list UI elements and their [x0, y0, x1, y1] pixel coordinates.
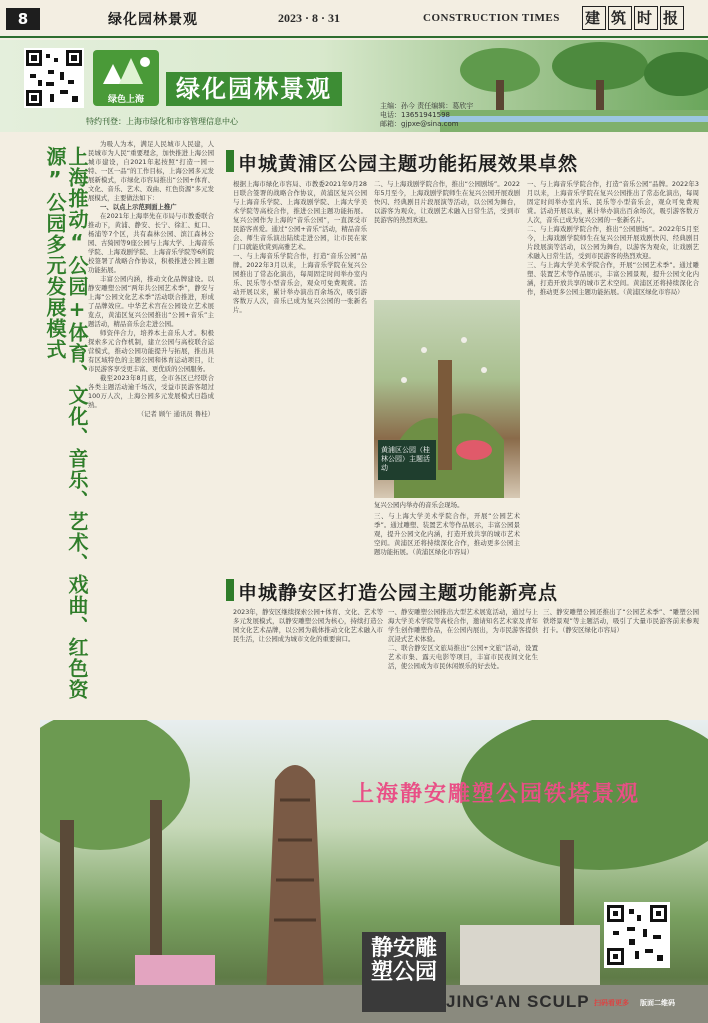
- paragraph: 三、与上海大学美术学院合作，开展“公园艺术季”。通过雕塑、装置艺术等作品展示，丰富公园景观，提升公园文化内涵，打造开放共享的城市艺术空间。黄浦区还将持续深化合作，推动更多公园主题功能拓展。（黄浦区绿化市容局）: [374, 512, 520, 556]
- logo-text: 绿色上海: [107, 95, 144, 105]
- paper-char: 筑: [608, 6, 632, 30]
- paper-char: 时: [634, 6, 658, 30]
- partner-line: 特约刊登：上海市绿化和市容管理信息中心: [86, 117, 238, 126]
- article-1-photo-caption: 复兴公园内举办的音乐会现场。: [374, 501, 464, 509]
- park-sign-en: JING'AN SCULP: [446, 992, 590, 1011]
- editor-email: 邮箱：gjpxe@sina.com: [380, 120, 459, 128]
- paragraph: 一、与上海音乐学院合作，打造“音乐公园”品牌。2022年3月以来，上海音乐学院在复兴公园推出了常态化演出，每周固定时间举办室内乐、民乐等小型音乐会，观众可免费观赏。活动开展以来，累计举办演出百余场次，吸引游客数万人次，音乐已成为复兴公园的一张新名片。: [527, 180, 699, 224]
- article-1-headline: 申城黄浦区公园主题功能拓展效果卓然: [238, 153, 579, 175]
- headline-marker: [226, 579, 234, 601]
- paragraph: 二、联合静安区文旅局推出“公园+文旅”活动，设置艺术市集、露天电影等项目，丰富市民夜间文化生活，使公园成为市民休闲娱乐的好去处。: [388, 644, 538, 670]
- editor-names: 主编：孙今 责任编辑：葛欣宇: [380, 102, 474, 110]
- headline-marker: [226, 150, 234, 172]
- paragraph: 师资伴合力，培养本土音乐人才。积极探索多元合作机制，建立公园与高校联合运营模式，推动公园功能提升与拓展，推出具有区域特色的主题公园和体育运动项目，让市民游客享受更丰富、更优质的公园服务。: [88, 329, 214, 373]
- paper-name-en: CONSTRUCTION TIMES: [423, 12, 560, 24]
- paper-name-cn: [582, 6, 686, 30]
- paragraph: 二、与上海戏剧学院合作，推出“公园剧场”。2022年5月至今，上海戏剧学院师生在复兴公园开展戏剧快闪、经典剧目片段展演等活动，以公园为舞台，以游客为观众，让戏剧艺术融入日常生活，受到市民游客的热烈欢迎。: [374, 180, 520, 224]
- qr-code-icon: [604, 902, 670, 968]
- article-1-column-1: [233, 180, 367, 570]
- article-2-column-2: [388, 608, 538, 716]
- paragraph: 二、与上海戏剧学院合作，推出“公园剧场”。2022年5月至今，上海戏剧学院师生在复兴公园开展戏剧快闪、经典剧目片段展演等活动，以公园为舞台，以游客为观众，让戏剧艺术融入日常生活，受到市民游客的热烈欢迎。: [527, 225, 699, 260]
- paragraph: 2023年，静安区继续探索公园+体育、文化、艺术等多元发展模式，以静安雕塑公园为核心，持续打造公园文化艺术品牌，以公园为载体推动文化艺术融入市民生活，让公园成为城市文化的重要窗口。: [233, 608, 383, 643]
- banner-title: 绿化园林景观: [166, 72, 342, 106]
- left-article-body: [88, 140, 214, 700]
- article-2-column-1: [233, 608, 383, 716]
- subheading: 一、以点上示范到面上推广: [100, 203, 177, 211]
- paragraph: 丰富公园内涵，推动文化品牌建设。以静安雕塑公园“两年共公园艺术季”，静安与上海“公园文化艺术季”活动联合推进，形成了品牌效应。中华艺术宫在公园设立艺术展览点，黄浦区复兴公园推出“公园+音乐”主题活动，精品音乐会走进公园。: [88, 275, 214, 328]
- photo-overlay-text: 黄浦区公园（桂林公园）主题活动: [381, 446, 430, 472]
- paragraph: 一、静安雕塑公园推出大型艺术展览活动，通过与上海大学美术学院等高校合作，邀请知名艺术家及青年学生创作雕塑作品，在公园内展出，为市民游客提供沉浸式艺术体验。: [388, 608, 538, 643]
- section-title: 绿化园林景观: [108, 12, 198, 28]
- editor-phone: 电话：13651941598: [380, 111, 450, 119]
- paragraph: 三、与上海大学美术学院合作，开展“公园艺术季”。通过雕塑、装置艺术等作品展示，丰富公园景观，提升公园文化内涵，打造开放共享的城市艺术空间。黄浦区还将持续深化合作，推动更多公园主题功能拓展。（黄浦区绿化市容局）: [527, 261, 699, 296]
- article-1-column-4: [527, 180, 699, 570]
- byline: （记者 顾午 通讯员 鲁桂）: [137, 410, 214, 418]
- bottom-photo-title: 上海静安雕塑公园铁塔景观: [352, 782, 641, 807]
- park-sign-text: 静安雕塑公园: [370, 936, 437, 985]
- page-number: 8: [6, 8, 40, 30]
- paragraph: 三、静安雕塑公园还推出了“公园艺术季”、“雕塑公园铁塔景观”等主题活动，吸引了大量市民游客前来参观打卡。（静安区绿化市容局）: [543, 608, 699, 634]
- banner-trees-image: [440, 40, 708, 132]
- article-2-column-3: [543, 608, 699, 716]
- paragraph: 为吸人为本，满足人民城市人民建，人民城市为人民“重要理念，加快推进上海公园城市建设，自2021年起按照“打造一园一特、一区一品”的工作目标，上海公园多元发展新模式，市绿化市容局推出“公园+体育、文化、音乐、艺术、戏曲、红色资源”多元发展模式，主要做法如下：: [88, 140, 214, 202]
- paper-char: 报: [660, 6, 684, 30]
- editor-info: [380, 102, 473, 129]
- paragraph: 截至2023年8月底，全市各区已经联合各类主题活动逾千场次，受益市民游客超过100万人次，上海公园多元发展模式日趋成熟。: [88, 374, 214, 409]
- article-1-column-3: [374, 512, 520, 572]
- paragraph: 在2021年上海率先在市局与市教委联合推动下，黄浦、静安、长宁、徐汇、虹口、杨浦等7个区，共有森林公园、滨江森林公园、古猗园等9座公园与上海大学、上海音乐学院、上海戏剧学院、上海音乐学院等6所院校签署了战略合作协议，积极推进公园主题功能拓展。: [88, 212, 214, 274]
- qr-caption: 扫码看更多: [594, 999, 629, 1007]
- qr-caption-2: 版面二维码: [640, 999, 675, 1007]
- left-vertical-headline: 上海推动“公园+体育、文化、音乐、艺术、戏曲、红色资源”公园多元发展模式: [43, 146, 89, 700]
- article-2-headline: 申城静安区打造公园主题功能新亮点: [238, 582, 559, 604]
- article-1-column-2: [374, 180, 520, 296]
- paragraph: 一、与上海音乐学院合作，打造“音乐公园”品牌。2022年3月以来，上海音乐学院在复兴公园推出了常态化演出，每周固定时间举办室内乐、民乐等小型音乐会，观众可免费观赏。活动开展以来，累计举办演出百余场次，吸引游客数万人次，音乐已成为复兴公园的一张新名片。: [233, 252, 367, 314]
- qr-code-icon: [24, 48, 84, 108]
- paragraph: 根据上海市绿化市容局、市教委2021年9月28日联合签署的战略合作协议，黄浦区复兴公园与上海音乐学院、上海戏剧学院、上海大学美术学院等高校合作，推进公园主题功能拓展。复兴公园作为上海的“音乐公园”，一直深受市民游客喜爱。通过“公园+音乐”活动，精品音乐会、师生音乐演出陆续走进公园，让市民在家门口就能欣赏到高雅艺术。: [233, 180, 367, 251]
- issue-date: 2023 · 8 · 31: [278, 11, 341, 25]
- paper-char: 建: [582, 6, 606, 30]
